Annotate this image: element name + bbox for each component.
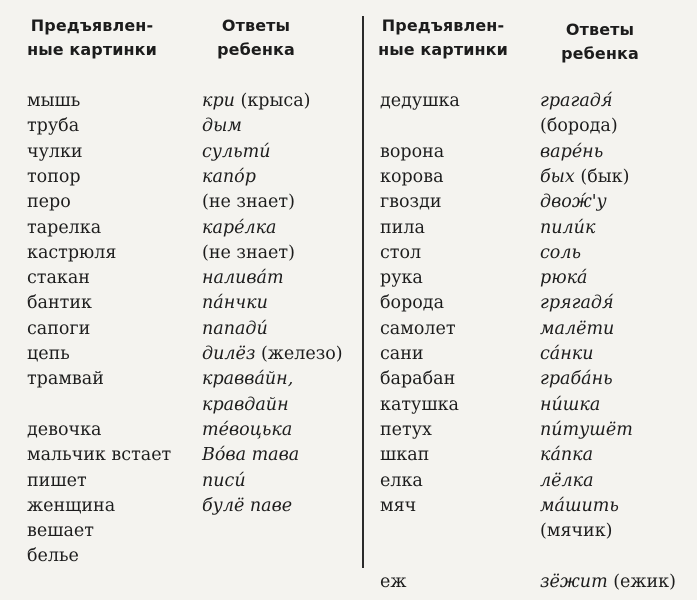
- right-answer-5: [540, 217, 595, 239]
- right-answer-word: грягадя́: [540, 293, 614, 314]
- right-answer-19: [540, 571, 676, 593]
- left-picture-18: белье: [27, 546, 79, 567]
- right-picture-13: петух: [380, 419, 432, 440]
- right-picture-9: самолет: [380, 318, 456, 339]
- header-left-pictures-line2: ные картинки: [27, 40, 157, 59]
- right-picture-8: борода: [380, 293, 445, 314]
- left-answer-word: дым: [202, 116, 242, 137]
- right-answer-12: [540, 394, 600, 416]
- right-answer-note: (мячик): [540, 521, 613, 542]
- right-answer-8: [540, 292, 614, 314]
- right-answer-10: [540, 343, 593, 365]
- header-left-answers-line1: Ответы: [221, 16, 291, 35]
- left-picture-4: перо: [27, 192, 71, 213]
- right-answer-4: [540, 191, 607, 213]
- left-answer-word: папади́: [202, 318, 268, 339]
- right-answer-14: [540, 444, 593, 466]
- left-answer-note: (крыса): [234, 91, 311, 111]
- right-picture-11: барабан: [380, 369, 456, 390]
- left-picture-3: топор: [27, 166, 81, 187]
- right-answer-16: [540, 495, 619, 517]
- left-answer-13: [202, 419, 292, 441]
- right-picture-5: пила: [380, 217, 425, 238]
- left-answer-word: писи́: [202, 470, 246, 491]
- left-answer-7: [202, 267, 284, 289]
- left-picture-0: мышь: [27, 91, 81, 111]
- left-answer-6: [202, 242, 295, 264]
- left-picture-11: трамвай: [27, 369, 104, 390]
- right-answer-word: двож́'у: [540, 192, 607, 213]
- left-picture-9: сапоги: [27, 318, 91, 339]
- right-answer-word: ни́шка: [540, 394, 601, 415]
- left-answer-word: кри: [202, 91, 235, 111]
- left-answer-word: сульти́: [202, 141, 271, 162]
- left-picture-2: чулки: [27, 141, 83, 162]
- left-answer-4: [202, 191, 295, 213]
- header-left-answers-line2: ребенка: [217, 40, 295, 59]
- right-answer-13: [540, 419, 633, 441]
- left-answer-2: [202, 141, 271, 163]
- left-answer-note: (не знает): [202, 242, 295, 263]
- header-left-pictures-line1: Предъявлен-: [30, 16, 154, 35]
- header-right-pictures: [368, 14, 518, 62]
- left-answer-word: Во́ва тава: [202, 445, 300, 466]
- header-right-answers: [540, 18, 660, 66]
- right-answer-0: [540, 90, 612, 112]
- left-answer-0: [202, 90, 310, 112]
- left-answer-14: [202, 444, 299, 466]
- right-answer-word: зёжит: [540, 571, 608, 592]
- left-picture-6: кастрюля: [27, 242, 117, 263]
- right-picture-7: рука: [380, 268, 423, 289]
- left-answer-word: налива́т: [202, 268, 284, 289]
- left-answer-16: [202, 495, 292, 517]
- right-picture-4: гвозди: [380, 192, 442, 213]
- left-answer-word: булё паве: [202, 495, 293, 516]
- left-answer-word: те́воцька: [202, 419, 293, 440]
- left-answer-note: (не знает): [202, 192, 295, 213]
- left-picture-7: стакан: [27, 268, 90, 289]
- left-answer-3: [202, 166, 256, 188]
- left-answer-word: дилёз: [202, 344, 256, 364]
- left-picture-10: цепь: [27, 344, 70, 364]
- header-right-answers-line1: Ответы: [565, 20, 635, 39]
- left-answer-11: [202, 368, 293, 390]
- left-answer-word: кравдайн: [202, 394, 289, 415]
- left-picture-14: мальчик встает: [27, 445, 172, 466]
- right-answer-word: варе́нь: [540, 141, 604, 162]
- right-picture-19: еж: [380, 571, 407, 592]
- right-answer-2: [540, 141, 603, 163]
- left-picture-5: тарелка: [27, 217, 102, 238]
- right-answer-word: малёти: [540, 318, 615, 339]
- right-picture-0: дедушка: [380, 91, 460, 111]
- right-picture-10: сани: [380, 344, 424, 364]
- left-answer-word: капо́р: [202, 166, 256, 187]
- right-answer-word: бых: [540, 166, 575, 187]
- right-picture-12: катушка: [380, 394, 459, 415]
- left-answer-word: кравва́йн,: [202, 369, 294, 390]
- right-answer-11: [540, 368, 613, 390]
- right-answer-6: [540, 242, 581, 264]
- header-right-pictures-line2: ные картинки: [378, 40, 508, 59]
- left-answer-8: [202, 292, 268, 314]
- right-answer-note: (ежик): [607, 571, 676, 592]
- left-picture-1: труба: [27, 116, 80, 137]
- column-divider: [362, 16, 364, 568]
- right-answer-word: соль: [540, 242, 582, 263]
- right-answer-note: (бык): [574, 166, 630, 187]
- left-answer-5: [202, 217, 276, 239]
- header-left-answers: [196, 14, 316, 62]
- left-answer-9: [202, 318, 268, 340]
- header-left-pictures: [12, 14, 172, 62]
- left-picture-16: женщина: [27, 495, 116, 516]
- left-picture-17: вешает: [27, 521, 94, 542]
- right-picture-16: мяч: [380, 495, 417, 516]
- left-answer-12: [202, 394, 289, 416]
- right-answer-3: [540, 166, 629, 188]
- left-answer-15: [202, 470, 246, 492]
- right-answer-word: ка́пка: [540, 445, 594, 466]
- header-right-pictures-line1: Предъявлен-: [381, 16, 505, 35]
- left-picture-8: бантик: [27, 293, 92, 314]
- right-answer-word: лёлка: [540, 470, 594, 491]
- right-answer-17: [540, 520, 612, 542]
- right-answer-word: са́нки: [540, 344, 594, 364]
- right-answer-1: [540, 115, 618, 137]
- right-answer-7: [540, 267, 588, 289]
- right-answer-word: пи́тушёт: [540, 419, 633, 440]
- left-answer-word: каре́лка: [202, 217, 277, 238]
- right-answer-note: (борода): [540, 116, 618, 137]
- header-right-answers-line2: ребенка: [561, 44, 639, 63]
- right-answer-9: [540, 318, 614, 340]
- right-answer-word: рюка́: [540, 268, 588, 289]
- left-picture-15: пишет: [27, 470, 87, 491]
- right-picture-2: ворона: [380, 141, 445, 162]
- right-picture-3: корова: [380, 166, 444, 187]
- left-answer-note: (железо): [255, 344, 343, 364]
- left-answer-1: [202, 115, 242, 137]
- right-answer-word: грагадя́: [540, 91, 613, 111]
- left-picture-13: девочка: [27, 419, 102, 440]
- right-answer-word: пили́к: [540, 217, 596, 238]
- right-picture-6: стол: [380, 242, 422, 263]
- right-answer-word: ма́шить: [540, 495, 619, 516]
- right-picture-14: шкап: [380, 445, 430, 466]
- right-picture-15: елка: [380, 470, 423, 491]
- left-answer-10: [202, 343, 343, 365]
- right-answer-15: [540, 470, 594, 492]
- left-answer-word: па́нчки: [202, 293, 268, 314]
- right-answer-word: граба́нь: [540, 369, 613, 390]
